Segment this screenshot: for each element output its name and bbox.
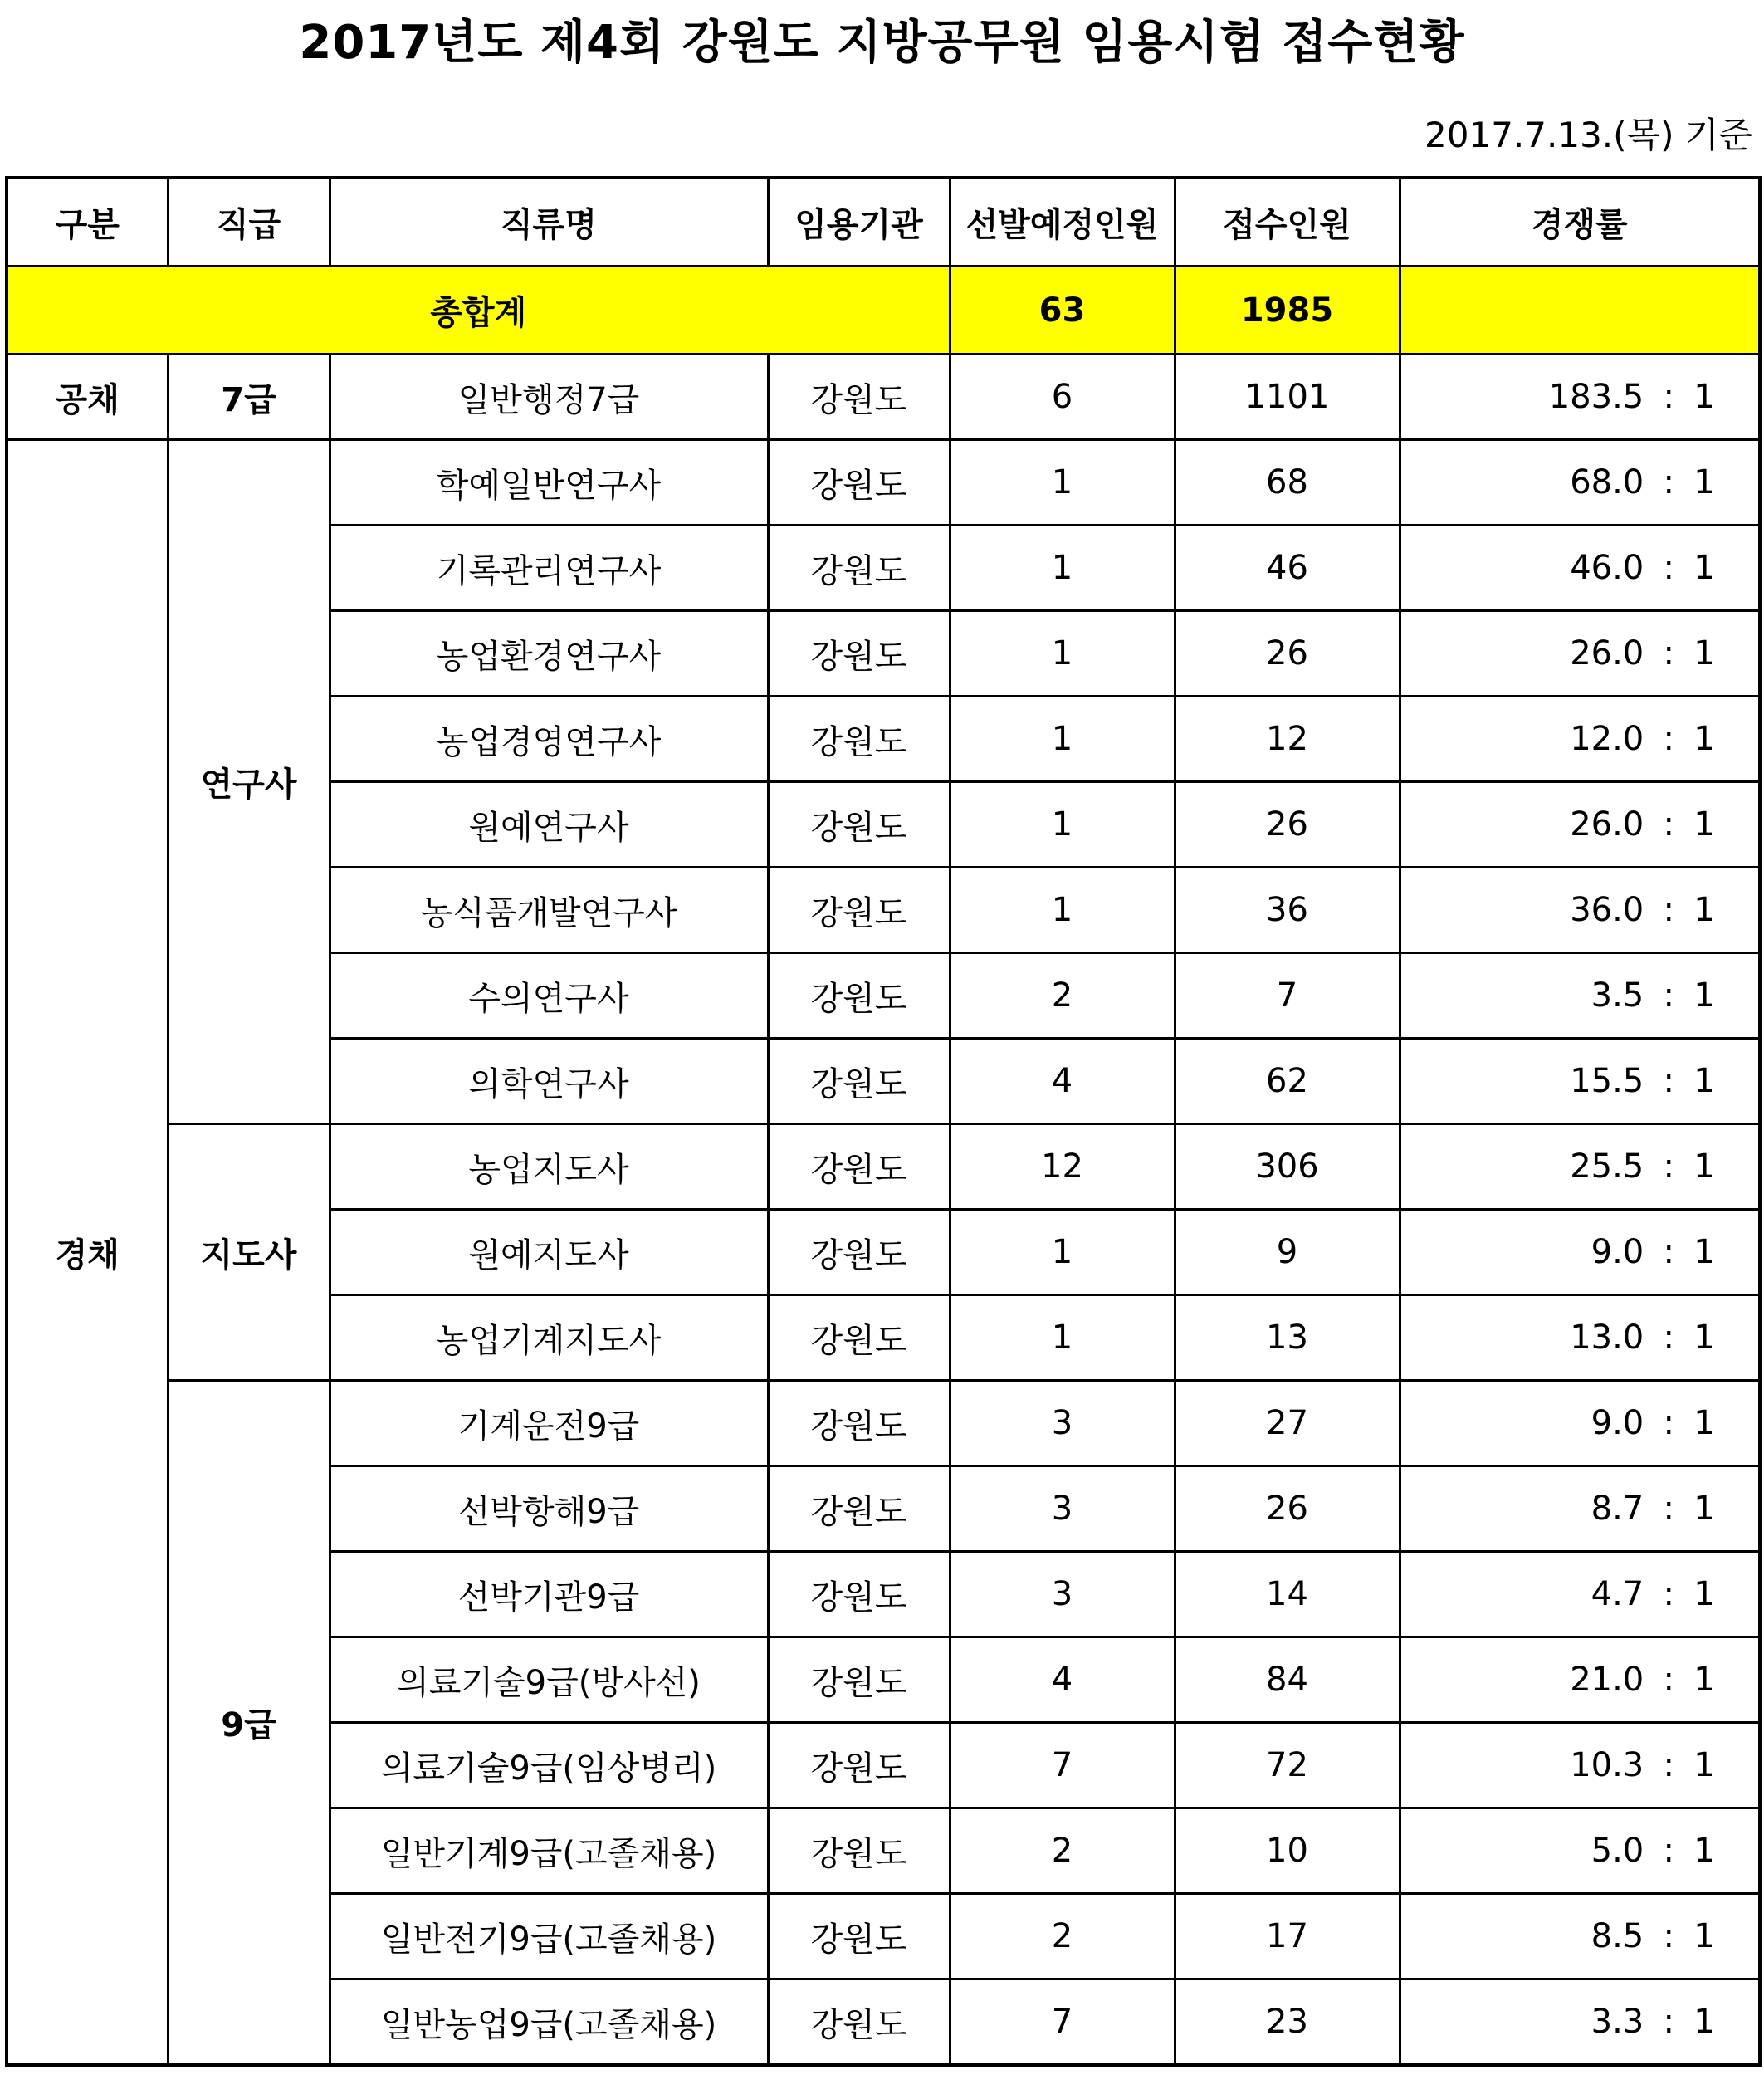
ratio-one: 1 — [1693, 1062, 1715, 1100]
quota-value: 1 — [950, 782, 1175, 868]
ratio-colon: : — [1663, 1746, 1674, 1784]
ratio-one: 1 — [1693, 634, 1715, 673]
ratio-value: 8.5 — [1591, 1917, 1644, 1955]
competition-ratio — [1400, 868, 1760, 953]
agency-name: 강원도 — [768, 1723, 950, 1808]
ratio-one: 1 — [1693, 1147, 1715, 1186]
ratio-value: 15.5 — [1570, 1062, 1644, 1100]
category-gongchae: 공채 — [7, 355, 168, 440]
ratio-colon: : — [1663, 463, 1674, 502]
series-name: 일반전기9급(고졸채용) — [330, 1894, 768, 1979]
applicants-value: 7 — [1175, 953, 1400, 1039]
agency-name: 강원도 — [768, 611, 950, 697]
grade-9: 9급 — [168, 1381, 330, 2066]
ratio-colon: : — [1663, 1062, 1674, 1100]
quota-value: 1 — [950, 1210, 1175, 1295]
competition-ratio — [1400, 1808, 1760, 1894]
ratio-value: 26.0 — [1570, 634, 1644, 673]
applications-table — [5, 176, 1762, 2067]
series-name: 기록관리연구사 — [330, 526, 768, 611]
applicants-value: 17 — [1175, 1894, 1400, 1979]
ratio-value: 25.5 — [1570, 1147, 1644, 1186]
series-name: 농업기계지도사 — [330, 1295, 768, 1381]
ratio-value: 9.0 — [1591, 1404, 1644, 1442]
quota-value: 1 — [950, 526, 1175, 611]
ratio-one: 1 — [1693, 463, 1715, 502]
table-row — [7, 1124, 1760, 1210]
applicants-value: 14 — [1175, 1552, 1400, 1637]
ratio-colon: : — [1663, 1233, 1674, 1271]
ratio-colon: : — [1663, 1917, 1674, 1955]
ratio-one: 1 — [1693, 1490, 1715, 1528]
total-row — [7, 267, 1760, 355]
header-category: 구분 — [7, 178, 168, 267]
applicants-value: 72 — [1175, 1723, 1400, 1808]
competition-ratio — [1400, 440, 1760, 526]
quota-value: 1 — [950, 697, 1175, 782]
ratio-colon: : — [1663, 1404, 1674, 1442]
competition-ratio — [1400, 355, 1760, 440]
competition-ratio — [1400, 1381, 1760, 1466]
applicants-value: 26 — [1175, 782, 1400, 868]
series-name: 선박항해9급 — [330, 1466, 768, 1552]
competition-ratio — [1400, 1637, 1760, 1723]
applicants-value: 9 — [1175, 1210, 1400, 1295]
ratio-one: 1 — [1693, 1319, 1715, 1357]
applicants-value: 10 — [1175, 1808, 1400, 1894]
ratio-one: 1 — [1693, 1233, 1715, 1271]
ratio-value: 68.0 — [1570, 463, 1644, 502]
reference-date: 2017.7.13.(목) 기준 — [1424, 115, 1752, 155]
series-name: 학예일반연구사 — [330, 440, 768, 526]
ratio-value: 36.0 — [1570, 891, 1644, 929]
competition-ratio — [1400, 1210, 1760, 1295]
ratio-one: 1 — [1693, 1661, 1715, 1699]
applicants-value: 36 — [1175, 868, 1400, 953]
competition-ratio — [1400, 1552, 1760, 1637]
agency-name: 강원도 — [768, 1808, 950, 1894]
applicants-value: 1101 — [1175, 355, 1400, 440]
applicants-value: 306 — [1175, 1124, 1400, 1210]
total-applicants: 1985 — [1175, 267, 1400, 355]
ratio-value: 46.0 — [1570, 549, 1644, 587]
ratio-colon: : — [1663, 549, 1674, 587]
quota-value: 7 — [950, 1979, 1175, 2066]
ratio-one: 1 — [1693, 1746, 1715, 1784]
competition-ratio — [1400, 611, 1760, 697]
series-name: 농업환경연구사 — [330, 611, 768, 697]
ratio-value: 3.5 — [1591, 976, 1644, 1015]
competition-ratio — [1400, 1466, 1760, 1552]
competition-ratio — [1400, 697, 1760, 782]
quota-value: 1 — [950, 440, 1175, 526]
ratio-one: 1 — [1693, 891, 1715, 929]
series-name: 의료기술9급(방사선) — [330, 1637, 768, 1723]
series-name: 농식품개발연구사 — [330, 868, 768, 953]
competition-ratio — [1400, 1124, 1760, 1210]
ratio-value: 10.3 — [1570, 1746, 1644, 1784]
competition-ratio — [1400, 1979, 1760, 2066]
ratio-one: 1 — [1693, 1575, 1715, 1613]
quota-value: 2 — [950, 1894, 1175, 1979]
ratio-one: 1 — [1693, 1404, 1715, 1442]
applicants-value: 68 — [1175, 440, 1400, 526]
quota-value: 1 — [950, 611, 1175, 697]
series-name: 의학연구사 — [330, 1039, 768, 1124]
ratio-one: 1 — [1693, 976, 1715, 1015]
total-label: 총합계 — [7, 267, 950, 355]
competition-ratio — [1400, 1295, 1760, 1381]
table-row — [7, 1381, 1760, 1466]
agency-name: 강원도 — [768, 868, 950, 953]
quota-value: 12 — [950, 1124, 1175, 1210]
ratio-value: 13.0 — [1570, 1319, 1644, 1357]
ratio-one: 1 — [1693, 549, 1715, 587]
ratio-colon: : — [1663, 634, 1674, 673]
quota-value: 7 — [950, 1723, 1175, 1808]
quota-value: 2 — [950, 1808, 1175, 1894]
total-ratio — [1400, 267, 1760, 355]
table-row — [7, 355, 1760, 440]
competition-ratio — [1400, 1894, 1760, 1979]
quota-value: 3 — [950, 1552, 1175, 1637]
header-agency: 임용기관 — [768, 178, 950, 267]
ratio-value: 21.0 — [1570, 1661, 1644, 1699]
agency-name: 강원도 — [768, 1979, 950, 2066]
header-ratio: 경쟁률 — [1400, 178, 1760, 267]
ratio-colon: : — [1663, 2003, 1674, 2041]
ratio-value: 26.0 — [1570, 805, 1644, 844]
agency-name: 강원도 — [768, 1894, 950, 1979]
quota-value: 2 — [950, 953, 1175, 1039]
agency-name: 강원도 — [768, 697, 950, 782]
ratio-value: 9.0 — [1591, 1233, 1644, 1271]
ratio-colon: : — [1663, 891, 1674, 929]
competition-ratio — [1400, 953, 1760, 1039]
ratio-colon: : — [1663, 1147, 1674, 1186]
applicants-value: 12 — [1175, 697, 1400, 782]
page-title: 2017년도 제4회 강원도 지방공무원 임용시험 접수현황 — [299, 16, 1465, 70]
series-name: 일반기계9급(고졸채용) — [330, 1808, 768, 1894]
series-name: 기계운전9급 — [330, 1381, 768, 1466]
ratio-value: 183.5 — [1548, 378, 1644, 416]
applicants-value: 27 — [1175, 1381, 1400, 1466]
ratio-colon: : — [1663, 720, 1674, 758]
competition-ratio — [1400, 526, 1760, 611]
ratio-value: 4.7 — [1591, 1575, 1644, 1613]
ratio-colon: : — [1663, 1661, 1674, 1699]
grade-7: 7급 — [168, 355, 330, 440]
ratio-one: 1 — [1693, 1917, 1715, 1955]
series-name: 의료기술9급(임상병리) — [330, 1723, 768, 1808]
series-name: 일반행정7급 — [330, 355, 768, 440]
ratio-one: 1 — [1693, 378, 1715, 416]
ratio-one: 1 — [1693, 720, 1715, 758]
competition-ratio — [1400, 1723, 1760, 1808]
agency-name: 강원도 — [768, 1637, 950, 1723]
agency-name: 강원도 — [768, 953, 950, 1039]
total-quota: 63 — [950, 267, 1175, 355]
quota-value: 3 — [950, 1466, 1175, 1552]
ratio-colon: : — [1663, 1319, 1674, 1357]
ratio-colon: : — [1663, 805, 1674, 844]
applicants-value: 62 — [1175, 1039, 1400, 1124]
applicants-value: 84 — [1175, 1637, 1400, 1723]
header-quota: 선발예정인원 — [950, 178, 1175, 267]
applicants-value: 46 — [1175, 526, 1400, 611]
category-gyeongchae: 경채 — [7, 440, 168, 2066]
ratio-value: 12.0 — [1570, 720, 1644, 758]
agency-name: 강원도 — [768, 440, 950, 526]
header-grade: 직급 — [168, 178, 330, 267]
agency-name: 강원도 — [768, 1210, 950, 1295]
ratio-colon: : — [1663, 378, 1674, 416]
quota-value: 4 — [950, 1039, 1175, 1124]
agency-name: 강원도 — [768, 355, 950, 440]
ratio-colon: : — [1663, 1575, 1674, 1613]
table-row — [7, 440, 1760, 526]
agency-name: 강원도 — [768, 782, 950, 868]
series-name: 농업지도사 — [330, 1124, 768, 1210]
applicants-value: 13 — [1175, 1295, 1400, 1381]
ratio-colon: : — [1663, 976, 1674, 1015]
competition-ratio — [1400, 782, 1760, 868]
grade-research: 연구사 — [168, 440, 330, 1124]
series-name: 수의연구사 — [330, 953, 768, 1039]
agency-name: 강원도 — [768, 1295, 950, 1381]
series-name: 선박기관9급 — [330, 1552, 768, 1637]
agency-name: 강원도 — [768, 1039, 950, 1124]
agency-name: 강원도 — [768, 1124, 950, 1210]
competition-ratio — [1400, 1039, 1760, 1124]
ratio-one: 1 — [1693, 1832, 1715, 1870]
ratio-one: 1 — [1693, 2003, 1715, 2041]
agency-name: 강원도 — [768, 526, 950, 611]
agency-name: 강원도 — [768, 1466, 950, 1552]
applicants-value: 26 — [1175, 1466, 1400, 1552]
ratio-colon: : — [1663, 1490, 1674, 1528]
quota-value: 4 — [950, 1637, 1175, 1723]
series-name: 농업경영연구사 — [330, 697, 768, 782]
quota-value: 1 — [950, 868, 1175, 953]
applicants-value: 26 — [1175, 611, 1400, 697]
agency-name: 강원도 — [768, 1381, 950, 1466]
grade-guide: 지도사 — [168, 1124, 330, 1381]
ratio-value: 8.7 — [1591, 1490, 1644, 1528]
series-name: 원예연구사 — [330, 782, 768, 868]
quota-value: 6 — [950, 355, 1175, 440]
quota-value: 1 — [950, 1295, 1175, 1381]
quota-value: 3 — [950, 1381, 1175, 1466]
header-applicants: 접수인원 — [1175, 178, 1400, 267]
header-row — [7, 178, 1760, 267]
ratio-one: 1 — [1693, 805, 1715, 844]
applicants-value: 23 — [1175, 1979, 1400, 2066]
ratio-value: 5.0 — [1591, 1832, 1644, 1870]
series-name: 원예지도사 — [330, 1210, 768, 1295]
ratio-value: 3.3 — [1591, 2003, 1644, 2041]
series-name: 일반농업9급(고졸채용) — [330, 1979, 768, 2066]
agency-name: 강원도 — [768, 1552, 950, 1637]
ratio-colon: : — [1663, 1832, 1674, 1870]
header-series: 직류명 — [330, 178, 768, 267]
